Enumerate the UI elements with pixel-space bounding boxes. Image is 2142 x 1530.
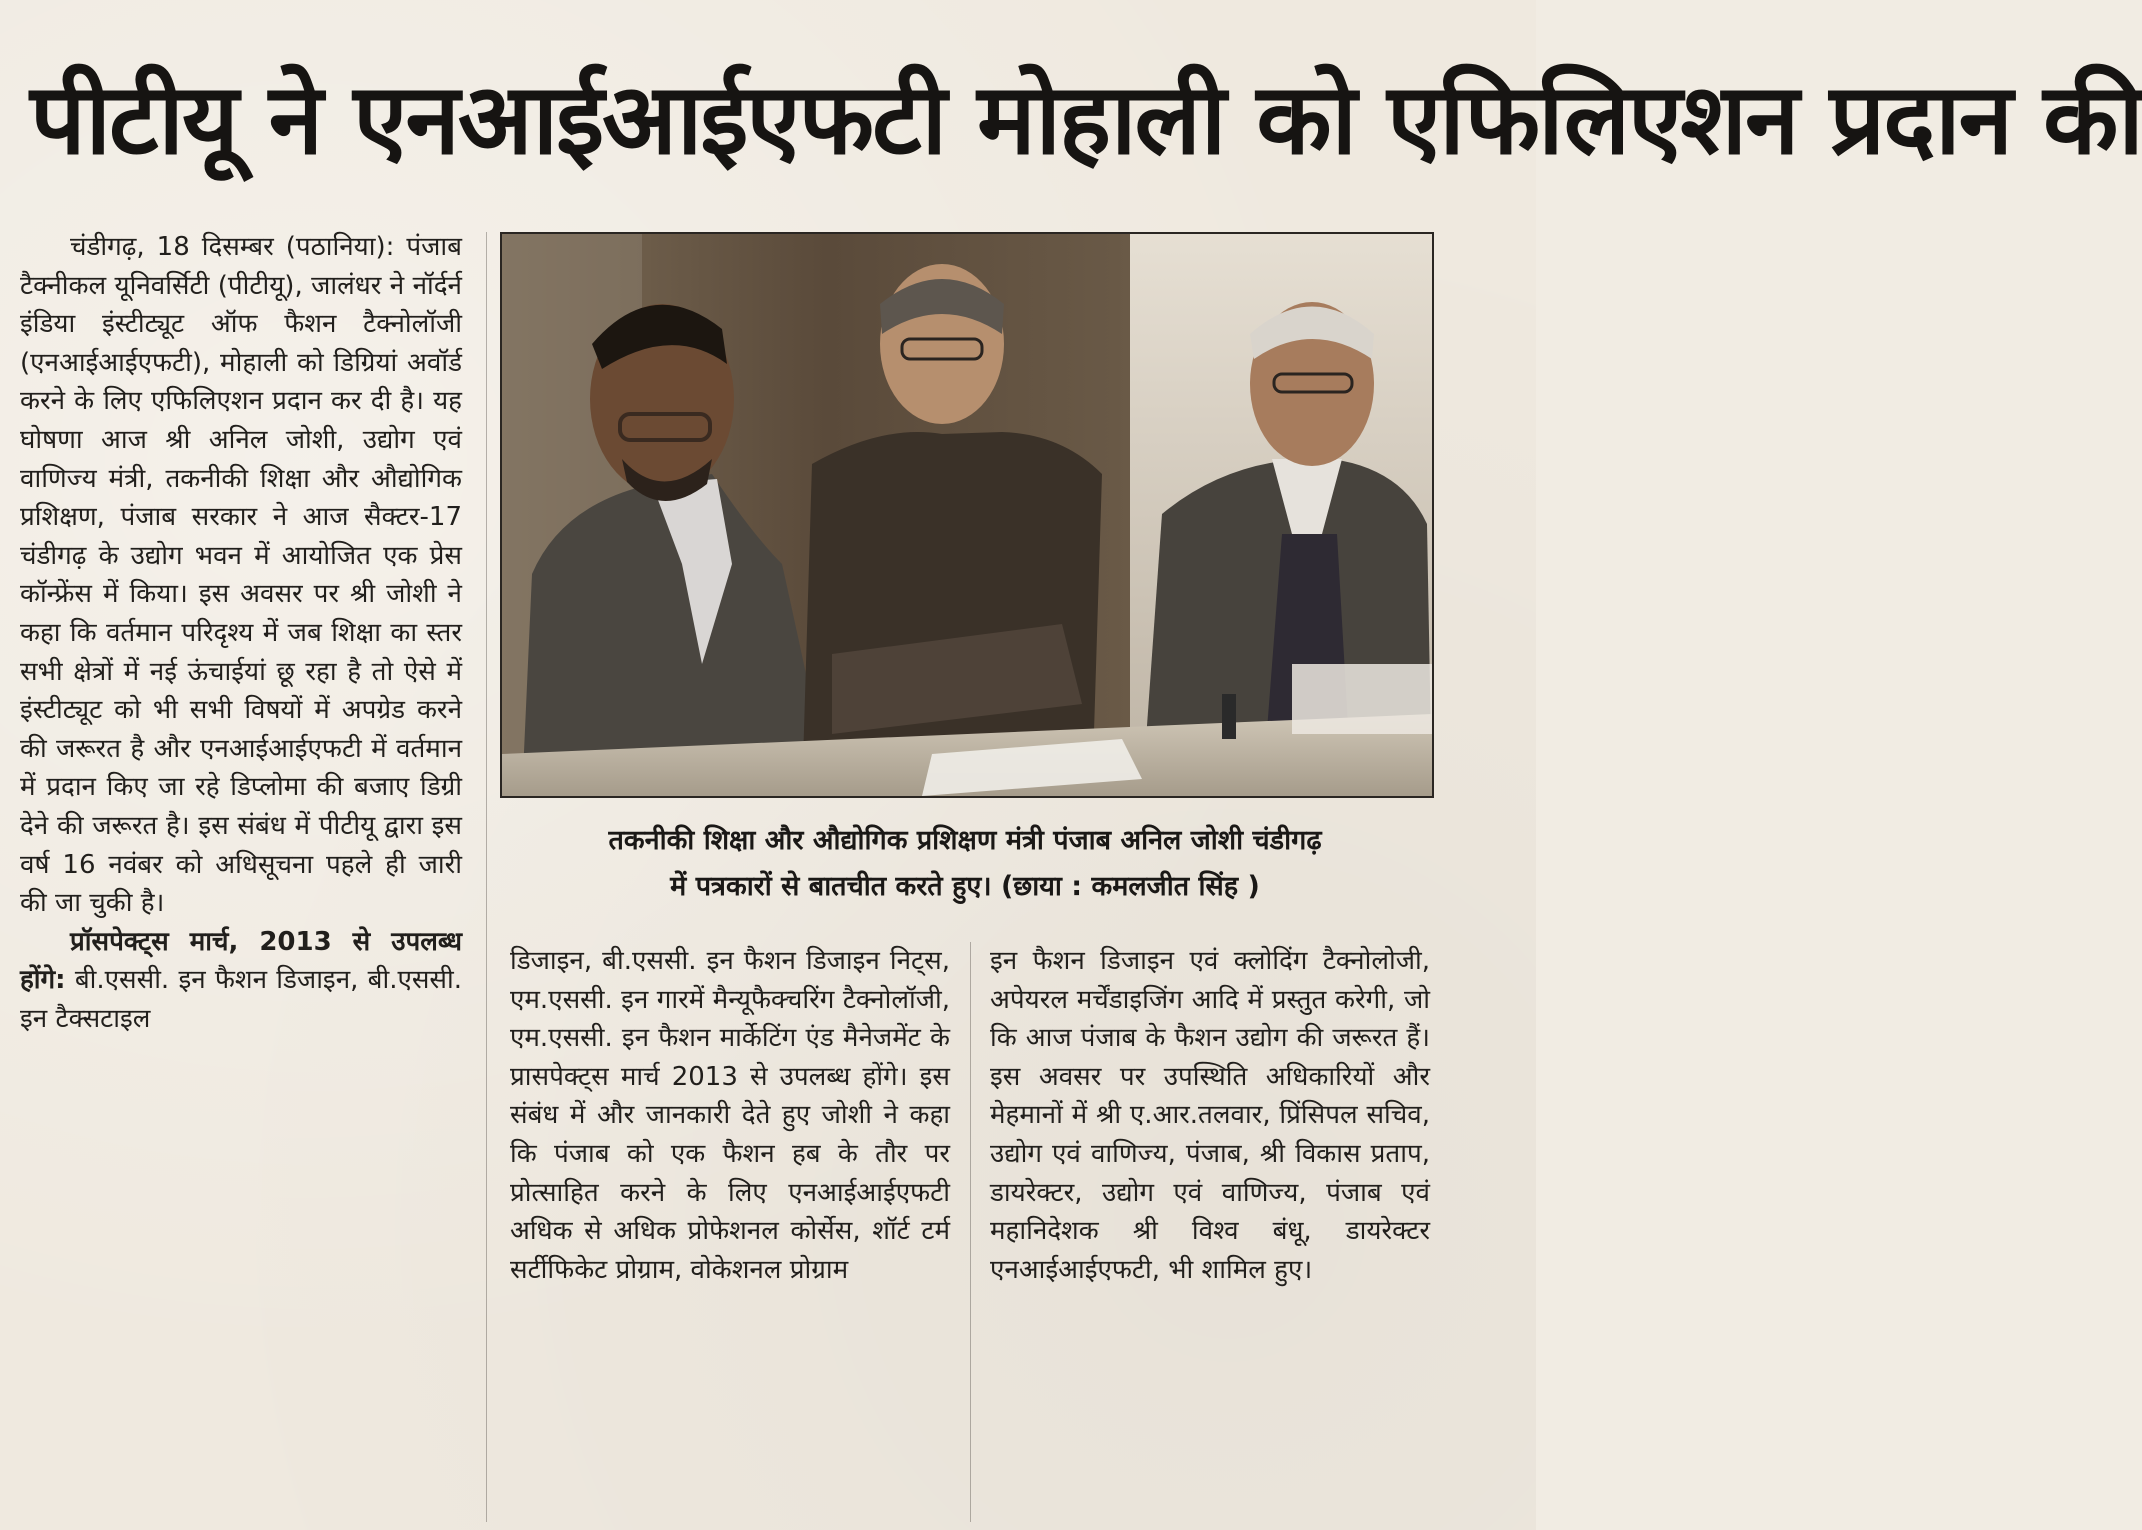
news-photo — [500, 232, 1434, 798]
column-divider — [970, 942, 971, 1522]
subheading: प्रॉसपेक्ट्स मार्च, 2013 से उपलब्ध होंगे: — [20, 926, 462, 996]
column-divider — [486, 232, 487, 1522]
photo-caption-line-2: में पत्रकारों से बातचीत करते हुए। (छाया : कमलजीत सिंह ) — [670, 871, 1260, 902]
photo-caption — [490, 818, 1440, 918]
photo-caption-line-1: तकनीकी शिक्षा और औद्योगिक प्रशिक्षण मंत्री पंजाब अनिल जोशी चंडीगढ़ — [608, 825, 1322, 856]
article-column-left — [20, 228, 462, 1528]
article-column-right — [990, 942, 1430, 1530]
article-middle-text: डिजाइन, बी.एससी. इन फैशन डिजाइन निट्स, एम.एससी. इन गारमें मैन्यूफैक्चरिंग टैक्नोलॉजी, एम.एससी. इन फैशन मार्केटिंग एंड मैनेजमेंट के प्रासपेक्ट्स मार्च 2013 से उपलब्ध होंगे। इस संबंध में और जानकारी देते हुए जोशी ने कहा कि पंजाब को एक फैशन हब के तौर पर प्रोत्साहित करने के लिए एनआईआईएफटी अधिक से अधिक प्रोफेशनल कोर्सेस, शॉर्ट टर्म सर्टीफिकेट प्रोग्राम, वोकेशनल प्रोग्राम — [510, 946, 950, 1285]
article-right-text: इन फैशन डिजाइन एवं क्लोदिंग टैक्नोलोजी, अपेयरल मर्चेंडाइजिंग आदि में प्रस्तुत करेगी, जो कि आज पंजाब के फैशन उद्योग की जरूरत हैं। इस अवसर पर उपस्थिति अधिकारियों और मेहमानों में श्री ए.आर.तलवार, प्रिंसिपल सचिव, उद्योग एवं वाणिज्य, पंजाब, श्री विकास प्रताप, डायरेक्टर, उद्योग एवं वाणिज्य, पंजाब एवं महानिदेशक श्री विश्व बंधू, डायरेक्टर एनआईआईएफटी, भी शामिल हुए। — [990, 946, 1430, 1285]
article-paragraph-2-text: बी.एससी. इन फैशन डिजाइन, बी.एससी. इन टैक्सटाइल — [20, 965, 463, 1034]
article-paragraph-2 — [20, 923, 462, 1039]
article-column-middle — [510, 942, 950, 1530]
article-paragraph-1: चंडीगढ़, 18 दिसम्बर (पठानिया): पंजाब टैक्नीकल यूनिवर्सिटी (पीटीयू), जालंधर ने नॉर्दर्न इंडिया इंस्टीट्यूट ऑफ फैशन टैक्नोलॉजी (एनआईआईएफटी), मोहाली को डिग्रियां अवॉर्ड करने के लिए एफिलिएशन प्रदान कर दी है। यह घोषणा आज श्री अनिल जोशी, उद्योग एवं वाणिज्य मंत्री, तकनीकी शिक्षा और औद्योगिक प्रशिक्षण, पंजाब सरकार ने आज सैक्टर-17 चंडीगढ़ के उद्योग भवन में आयोजित एक प्रेस कॉन्फ्रेंस में किया। इस अवसर पर श्री जोशी ने कहा कि वर्तमान परिदृश्य में जब शिक्षा का स्तर सभी क्षेत्रों में नई ऊंचाईयां छू रहा है तो ऐसे में इंस्टीट्यूट को भी सभी विषयों में अपग्रेड करने की जरूरत है और एनआईआईएफटी में वर्तमान में प्रदान किए जा रहे डिप्लोमा की बजाए डिग्री देने की जरूरत है। इस संबंध में पीटीयू द्वारा इस वर्ष 16 नवंबर को अधिसूचना पहले ही जारी की जा चुकी है। — [20, 232, 462, 919]
headline: पीटीयू ने एनआईआईएफटी मोहाली को एफिलिएशन प्रदान की — [30, 63, 2142, 177]
